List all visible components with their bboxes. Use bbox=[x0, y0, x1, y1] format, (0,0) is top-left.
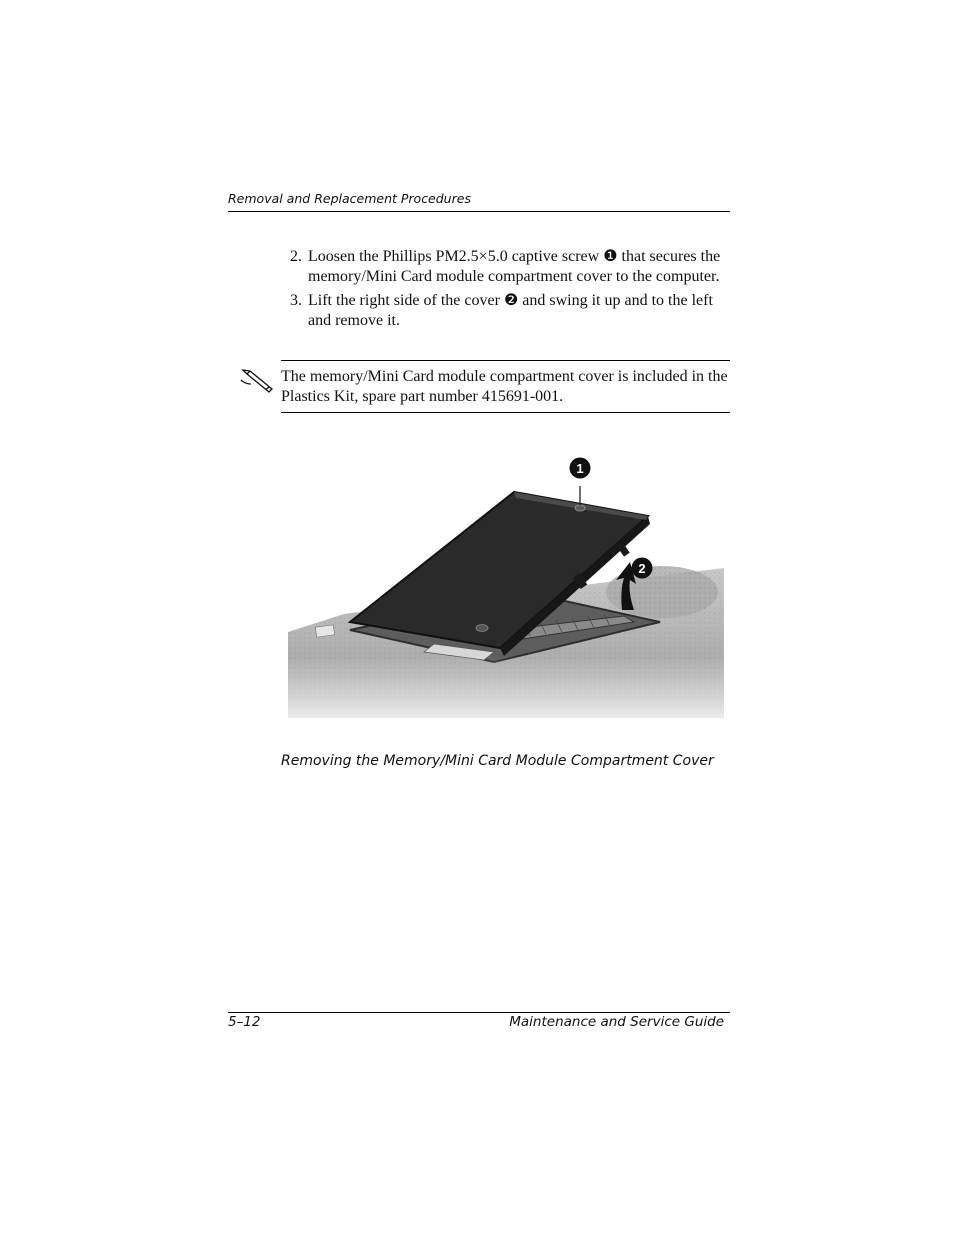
footer-rule bbox=[228, 1012, 730, 1013]
pencil-note-icon bbox=[239, 368, 277, 398]
step-number: 2. bbox=[290, 248, 302, 265]
note-rule-bottom bbox=[281, 412, 730, 413]
header-rule bbox=[228, 211, 730, 212]
procedure-steps bbox=[290, 247, 730, 335]
step-2 bbox=[290, 247, 730, 286]
running-header: Removal and Replacement Procedures bbox=[228, 191, 471, 206]
page-number: 5–12 bbox=[228, 1014, 261, 1030]
step-text: Lift the right side of the cover ❷ and swing it up and to the left and remove it. bbox=[308, 292, 713, 329]
figure-caption: Removing the Memory/Mini Card Module Compartment Cover bbox=[281, 753, 714, 769]
note-rule-top bbox=[281, 360, 730, 361]
note-text: The memory/Mini Card module compartment cover is included in the Plastics Kit, spare part number 415691-001. bbox=[281, 368, 728, 405]
cover-removal-illustration bbox=[284, 452, 730, 724]
step-text: Loosen the Phillips PM2.5×5.0 captive screw ❶ that secures the memory/Mini Card module compartment cover to the computer. bbox=[308, 248, 721, 285]
step-number: 3. bbox=[290, 292, 302, 309]
step-3 bbox=[290, 291, 730, 330]
guide-title: Maintenance and Service Guide bbox=[509, 1014, 724, 1030]
